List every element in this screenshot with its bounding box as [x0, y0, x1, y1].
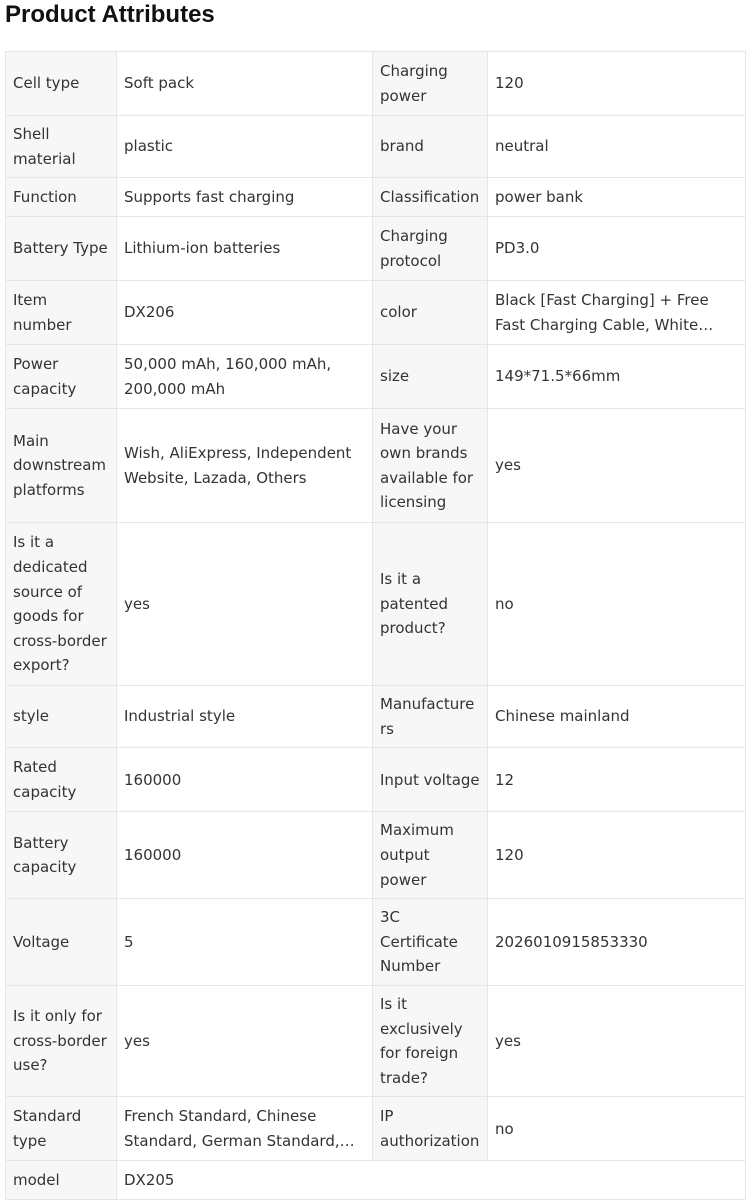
attribute-value: 120	[488, 812, 746, 899]
attribute-value: plastic	[117, 116, 373, 178]
attribute-label: Battery Type	[6, 217, 117, 281]
color-value-text: Black [Fast Charging] + Free Fast Charging Cable, White	[495, 291, 709, 334]
attribute-value: 160000	[117, 812, 373, 899]
attribute-value: yes	[488, 985, 746, 1096]
attribute-value: yes	[117, 985, 373, 1096]
attribute-value: 5	[117, 899, 373, 986]
attribute-label: Input voltage	[373, 748, 488, 812]
attribute-label: Shell material	[6, 116, 117, 178]
attribute-label: Main downstream platforms	[6, 409, 117, 523]
attribute-value: no	[488, 523, 746, 686]
attribute-label: Standard type	[6, 1097, 117, 1161]
attribute-label: Have your own brands available for licensing	[373, 409, 488, 523]
table-row	[6, 217, 746, 281]
attribute-value: yes	[117, 523, 373, 686]
attribute-label: Is it only for cross-border use?	[6, 985, 117, 1096]
attribute-label: Manufacturers	[373, 686, 488, 748]
attribute-value: power bank	[488, 178, 746, 217]
table-row	[6, 899, 746, 986]
attribute-label: size	[373, 345, 488, 409]
table-row	[6, 345, 746, 409]
attribute-label: Battery capacity	[6, 812, 117, 899]
attribute-value	[117, 1097, 373, 1161]
attribute-value: Lithium-ion batteries	[117, 217, 373, 281]
attribute-value: neutral	[488, 116, 746, 178]
attribute-label: Is it exclusively for foreign trade?	[373, 985, 488, 1096]
attribute-value: Soft pack	[117, 52, 373, 116]
attribute-label: color	[373, 281, 488, 345]
table-row	[6, 686, 746, 748]
attributes-table	[5, 51, 746, 1200]
attribute-label: Cell type	[6, 52, 117, 116]
attribute-label: Item number	[6, 281, 117, 345]
table-row	[6, 812, 746, 899]
table-row	[6, 116, 746, 178]
table-row	[6, 1097, 746, 1161]
attribute-label: 3C Certificate Number	[373, 899, 488, 986]
attribute-value: 2026010915853330	[488, 899, 746, 986]
attribute-value	[488, 281, 746, 345]
attribute-label: Is it a dedicated source of goods for cross-border export?	[6, 523, 117, 686]
attribute-value: 160000	[117, 748, 373, 812]
table-row	[6, 1161, 746, 1200]
attribute-label: brand	[373, 116, 488, 178]
attribute-value: DX206	[117, 281, 373, 345]
attribute-label: Classification	[373, 178, 488, 217]
table-row	[6, 409, 746, 523]
attribute-value: Wish, AliExpress, Independent Website, Lazada, Others	[117, 409, 373, 523]
attribute-label: Charging protocol	[373, 217, 488, 281]
attribute-value: DX205	[117, 1161, 746, 1200]
attribute-label: Power capacity	[6, 345, 117, 409]
attribute-value: 50,000 mAh, 160,000 mAh, 200,000 mAh	[117, 345, 373, 409]
table-row	[6, 748, 746, 812]
table-row	[6, 52, 746, 116]
attribute-label: Charging power	[373, 52, 488, 116]
attribute-value: Chinese mainland	[488, 686, 746, 748]
table-row	[6, 281, 746, 345]
standard-type-value-text: French Standard, Chinese Standard, German Standard,	[124, 1107, 340, 1150]
attribute-label: Is it a patented product?	[373, 523, 488, 686]
attribute-value: Industrial style	[117, 686, 373, 748]
section-title: Product Attributes	[5, 1, 215, 28]
attribute-label: IP authorization	[373, 1097, 488, 1161]
attribute-label: Maximum output power	[373, 812, 488, 899]
attribute-label: Function	[6, 178, 117, 217]
table-row	[6, 985, 746, 1096]
attribute-value: 120	[488, 52, 746, 116]
attribute-label: Voltage	[6, 899, 117, 986]
attribute-value: Supports fast charging	[117, 178, 373, 217]
attribute-value: PD3.0	[488, 217, 746, 281]
attribute-value: 12	[488, 748, 746, 812]
attribute-label: model	[6, 1161, 117, 1200]
attribute-label: style	[6, 686, 117, 748]
attribute-label: Rated capacity	[6, 748, 117, 812]
attribute-value: yes	[488, 409, 746, 523]
table-row	[6, 523, 746, 686]
attribute-value: 149*71.5*66mm	[488, 345, 746, 409]
table-row	[6, 178, 746, 217]
attributes-table-body	[6, 52, 746, 1200]
attribute-value: no	[488, 1097, 746, 1161]
